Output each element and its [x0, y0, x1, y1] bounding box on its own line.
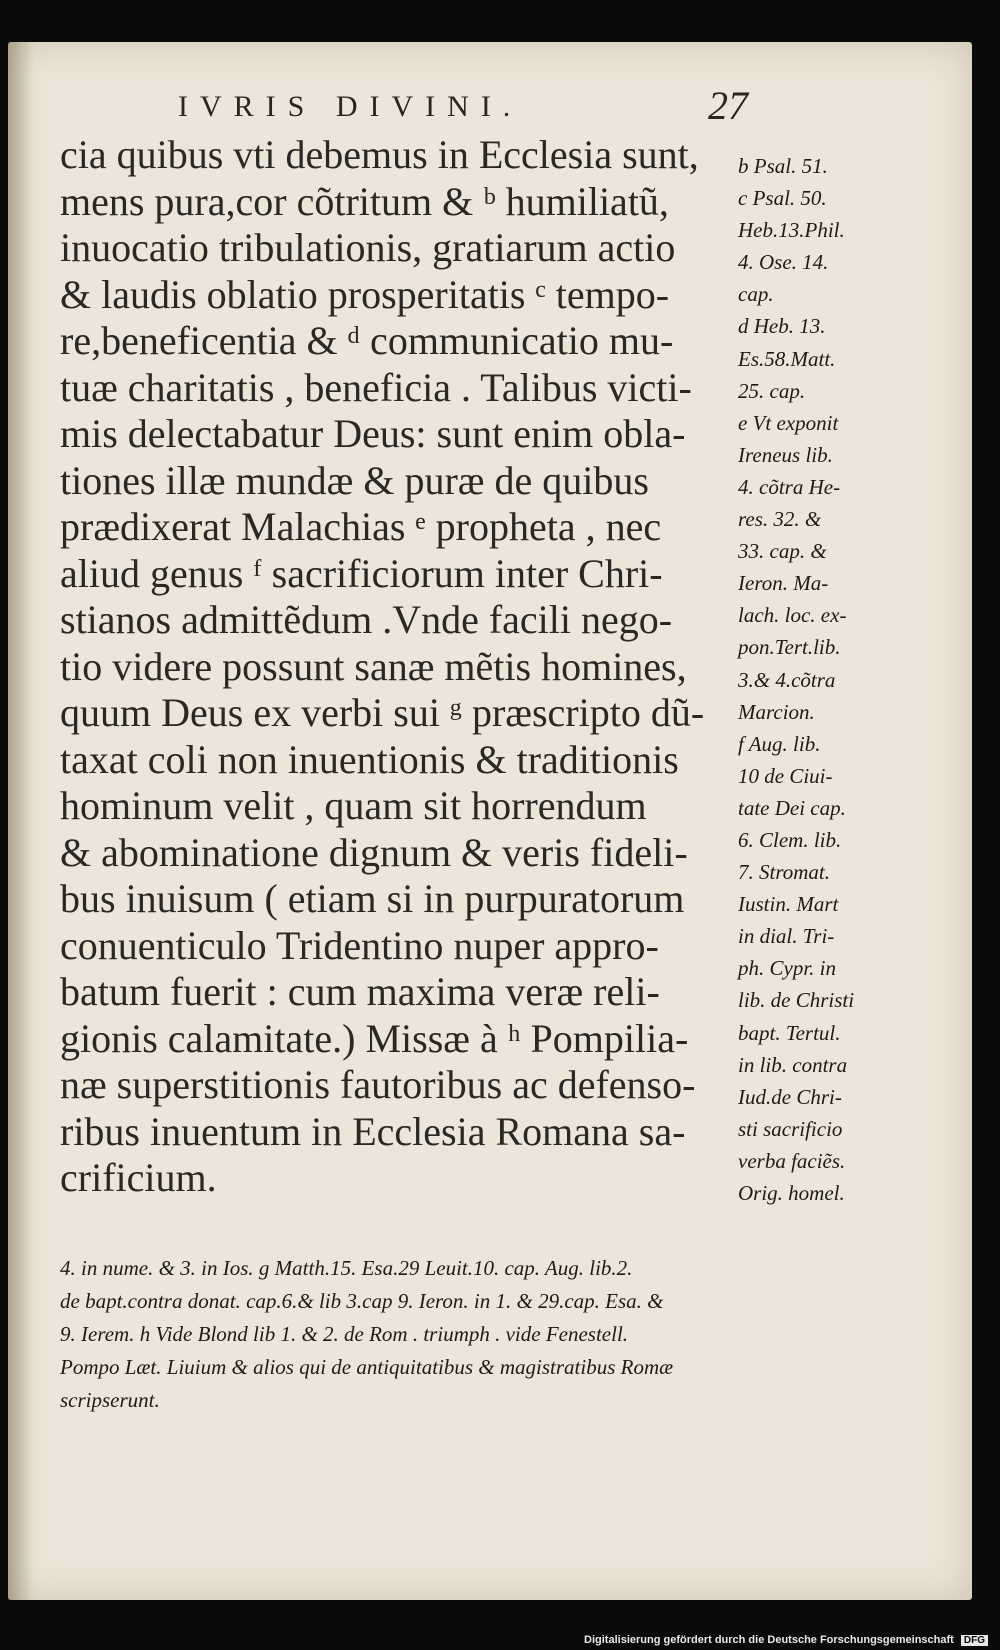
marginal-note-line: 10 de Ciui-: [738, 763, 833, 788]
text-line: mis delectabatur Deus: sunt enim obla-: [60, 411, 686, 456]
dfg-logo: DFG: [961, 1635, 988, 1646]
marginal-note-line: e Vt exponit: [738, 410, 839, 435]
text-line: quum Deus ex verbi sui ᵍ præscripto dũ-: [60, 690, 705, 735]
text-line: aliud genus ᶠ sacrificiorum inter Chri-: [60, 550, 663, 596]
text-line: cia quibus vti debemus in Ecclesia sunt,: [60, 132, 699, 177]
marginal-note-line: verba faciẽs.: [738, 1148, 846, 1173]
marginal-note-line: c Psal. 50.: [738, 186, 827, 211]
marginal-note-line: Heb.13.Phil.: [738, 218, 845, 243]
text-line: tio videre possunt sanæ mẽtis homines,: [60, 643, 687, 689]
marginal-note-line: Es.58.Matt.: [738, 346, 836, 371]
main-text-block: [60, 132, 760, 1202]
marginal-note-line: 4. cõtra He-: [738, 474, 841, 499]
text-line: gionis calamitate.) Missæ à ʰ Pompilia-: [60, 1015, 689, 1061]
text-line: batum fuerit : cum maxima veræ reli-: [60, 969, 660, 1014]
page-number: 27: [708, 83, 748, 128]
marginal-note-line: in lib. contra: [738, 1052, 848, 1077]
marginal-note-line: Iustin. Mart: [738, 892, 839, 917]
text-line: tiones illæ mundæ & puræ de quibus: [60, 457, 649, 503]
marginal-note-line: Marcion.: [738, 699, 815, 724]
text-line: stianos admittẽdum .Vnde facili nego-: [60, 597, 673, 642]
marginal-note-line: Iud.de Chri-: [738, 1084, 842, 1109]
marginal-note-line: b Psal. 51.: [738, 154, 828, 178]
text-line: taxat coli non inuentionis & traditionis: [60, 736, 679, 782]
marginal-note-line: ph. Cypr. in: [738, 956, 837, 981]
footnote-line: Pompo Læt. Liuium & alios qui de antiquitatibus & magistratibus Romæ: [60, 1355, 674, 1379]
marginal-note-line: bapt. Tertul.: [738, 1020, 841, 1045]
marginal-note-line: 33. cap. &: [738, 539, 827, 564]
marginal-note-line: Orig. homel.: [738, 1181, 845, 1205]
text-line: mens pura,cor cõtritum & ᵇ humiliatũ,: [60, 178, 669, 224]
text-line: næ superstitionis fautoribus ac defenso-: [60, 1062, 696, 1107]
text-line: conuenticulo Tridentino nuper appro-: [60, 922, 659, 968]
marginal-note-line: lach. loc. ex-: [738, 603, 847, 628]
marginal-note-line: 25. cap.: [738, 378, 806, 403]
marginal-note-line: d Heb. 13.: [738, 314, 826, 339]
footnote-line: scripserunt.: [60, 1388, 160, 1412]
text-line: inuocatio tribulationis, gratiarum actio: [60, 225, 676, 270]
marginal-note-line: 3.& 4.cõtra: [738, 667, 836, 692]
digitization-credit: [584, 1634, 988, 1646]
marginal-note-line: in dial. Tri-: [738, 924, 835, 949]
text-line: tuæ charitatis , beneficia . Talibus victi-: [60, 364, 692, 410]
marginal-note-line: tate Dei cap.: [738, 795, 846, 820]
text-line: prædixerat Malachias ᵉ propheta , nec: [60, 504, 662, 549]
footnote-line: 9. Ierem. h Vide Blond lib 1. & 2. de Rom . triumph . vide Fenestell.: [60, 1322, 629, 1346]
text-line: bus inuisum ( etiam si in purpuratorum: [60, 876, 685, 921]
credit-text: Digitalisierung gefördert durch die Deutsche Forschungsgemeinschaft: [584, 1634, 954, 1646]
text-line: & abominatione dignum & veris fideli-: [60, 829, 688, 875]
marginal-note-line: 4. Ose. 14.: [738, 250, 829, 275]
marginal-note-line: pon.Tert.lib.: [738, 635, 841, 660]
footnotes-block: [60, 1252, 940, 1417]
marginal-note-line: Ireneus lib.: [738, 442, 833, 467]
book-page: [8, 42, 972, 1600]
marginal-note-line: sti sacrificio: [738, 1116, 843, 1141]
text-line: ribus inuentum in Ecclesia Romana sa-: [60, 1108, 686, 1154]
marginal-note-line: 6. Clem. lib.: [738, 827, 842, 852]
marginal-note-line: f Aug. lib.: [738, 731, 821, 756]
text-line: hominum velit , quam sit horrendum: [60, 783, 647, 828]
marginal-note-line: 7. Stromat.: [738, 860, 830, 885]
marginal-note-line: lib. de Christi: [738, 988, 855, 1013]
text-line: & laudis oblatio prosperitatis ᶜ tempo-: [60, 271, 670, 317]
marginal-note-line: cap.: [738, 282, 774, 307]
marginal-notes: [738, 150, 918, 1209]
marginal-note-line: res. 32. &: [738, 507, 822, 532]
marginal-note-line: Ieron. Ma-: [738, 571, 829, 596]
running-head: IVRIS DIVINI.: [178, 90, 523, 123]
text-line: crificium.: [60, 1155, 217, 1200]
text-line: re,beneficentia & ᵈ communicatio mu-: [60, 318, 674, 363]
footnote-line: 4. in nume. & 3. in Ios. g Matth.15. Esa.29 Leuit.10. cap. Aug. lib.2.: [60, 1256, 633, 1280]
footnote-line: de bapt.contra donat. cap.6.& lib 3.cap 9. Ieron. in 1. & 29.cap. Esa. &: [60, 1289, 664, 1313]
